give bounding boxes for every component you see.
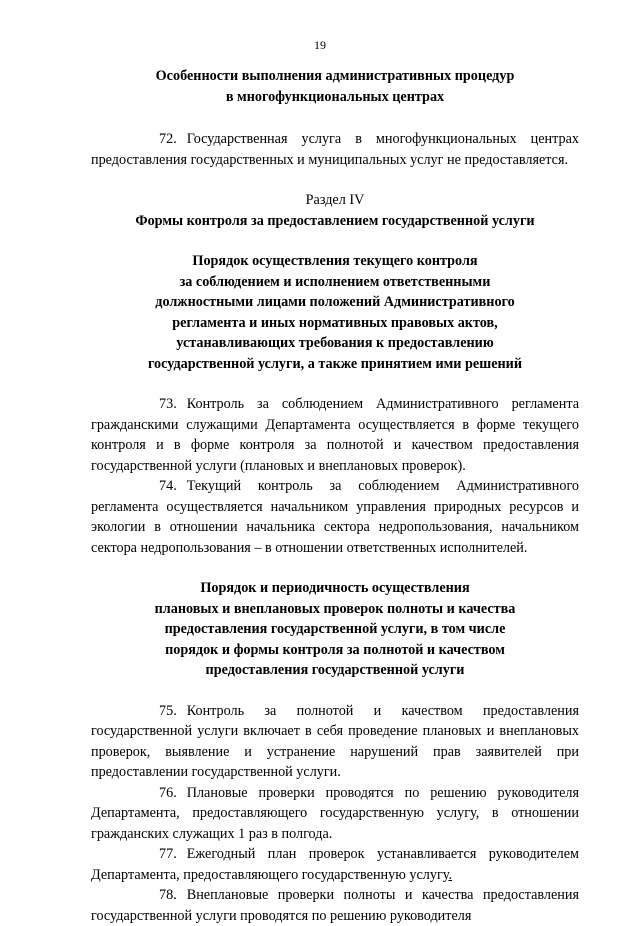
page-content [91,66,579,926]
paragraph-number: 73. [159,396,177,412]
paragraph-end-mark: . [448,866,452,883]
paragraph-text: Внеплановые проверки полноты и качества предоставления государственной услуги проводятся по решению руководителя [91,887,579,924]
current-control-heading [91,251,579,374]
section-label: Раздел IV [305,192,365,208]
heading-line: порядок и формы контроля за полнотой и качеством [165,641,505,658]
heading-line: Порядок и периодичность осуществления [200,580,470,596]
heading-line: в многофункциональных центрах [225,88,445,105]
heading-line: государственной услуги, а также принятием ими решений [147,355,523,372]
mfc-heading [91,66,579,107]
paragraph-77 [91,844,579,885]
paragraph-number: 74. [159,478,177,494]
heading-line: плановых и внеплановых проверок полноты и качества [154,600,516,617]
paragraph-74 [91,476,579,558]
checks-heading [91,578,579,681]
heading-line: должностными лицами положений Административного [155,294,515,310]
paragraph-number: 72. [159,131,177,147]
paragraph-number: 75. [159,702,177,719]
paragraph-text: Контроль за соблюдением Административного регламента гражданскими служащими Департамента осуществляется в форме текущего контроля и в форме контроля за полнотой и качеством предоставления государственной услуги (плановых и внеплановых проверок). [91,396,579,474]
paragraph-text: Текущий контроль за соблюдением Административного регламента осуществляется начальником управления природных ресурсов и экологии в отношении начальника сектора недропользования, начальником сектора недропользования – в отношении ответственных исполнителей. [91,478,579,556]
heading-line: Порядок осуществления текущего контроля [192,253,478,269]
section-title: Формы контроля за предоставлением государственной услуги [135,212,535,229]
paragraph-72 [91,129,579,170]
heading-line: Особенности выполнения административных процедур [155,68,515,84]
paragraph-number: 76. [159,784,177,801]
paragraph-number: 78. [159,887,177,903]
paragraph-78 [91,885,579,926]
heading-line: предоставления государственной услуги [205,662,465,678]
heading-line: предоставления государственной услуги, в том числе [164,621,506,637]
heading-line: регламента и иных нормативных правовых актов, [172,314,498,331]
paragraph-text: Контроль за полнотой и качеством предоставления государственной услуги включает в себя проведение плановых и внеплановых проверок, выявление и устранение нарушений прав заявителей при предоставлении государственной услуги. [91,702,579,780]
paragraph-76 [91,783,579,845]
paragraph-number: 77. [159,846,177,862]
heading-line: устанавливающих требования к предоставлению [176,335,494,351]
page-number: 19 [314,38,326,52]
paragraph-text: Государственная услуга в многофункциональных центрах предоставления государственных и муниципальных услуг не предоставляется. [91,131,579,168]
heading-line: за соблюдением и исполнением ответственными [179,273,491,290]
paragraph-text: Ежегодный план проверок устанавливается руководителем Департамента, предоставляющего государственную услугу [91,846,579,883]
paragraph-text: Плановые проверки проводятся по решению руководителя Департамента, предоставляющего государственную услугу, в отношении гражданских служащих 1 раз в полгода. [91,784,579,842]
paragraph-75 [91,701,579,783]
paragraph-73 [91,394,579,476]
